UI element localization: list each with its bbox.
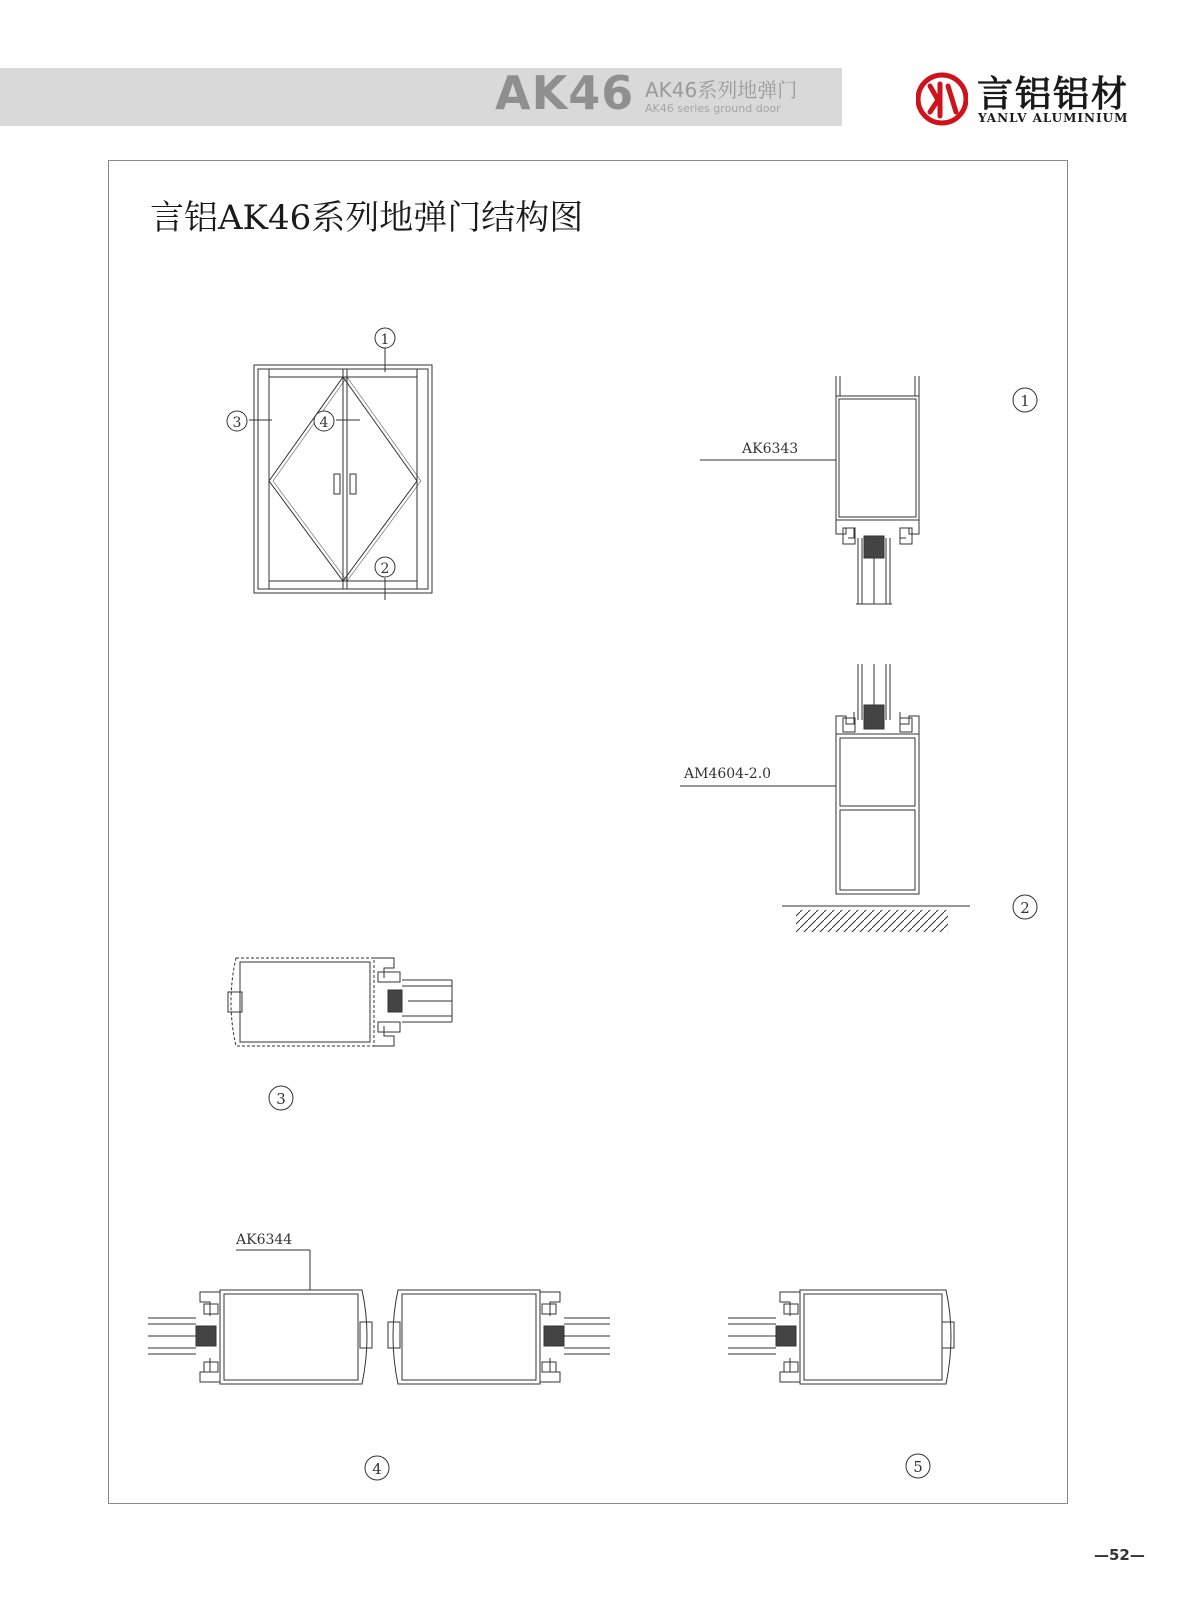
brand-name-cn: 言铝铝材 [977,74,1130,115]
page-title: 言铝AK46系列地弹门结构图 [150,198,584,238]
profile-label-meeting-stile: AK6344 [236,1232,293,1248]
callout-2-door: 2 [380,561,390,577]
brand-name-en: YANLV ALUMINIUM [978,111,1129,125]
series-name-cn: AK46系列地弹门 [645,78,798,102]
callout-2-section: 2 [1020,899,1030,917]
section-2-bottom-rail [680,664,970,932]
profile-label-top-frame: AK6343 [742,441,799,457]
callout-3-section: 3 [276,1090,286,1108]
section-4-meeting-stiles [148,1250,610,1384]
callout-4-section: 4 [372,1460,382,1478]
series-code: AK46 [495,66,635,120]
callout-5-section: 5 [913,1458,923,1476]
callout-1-door: 1 [380,332,390,348]
series-name-en: AK46 series ground door [645,102,781,115]
profile-label-bottom-rail: AM4604-2.0 [684,766,772,782]
section-5-side-stile [728,1290,954,1384]
door-elevation [249,348,432,600]
page-number: —52— [1094,1546,1145,1564]
callout-3-door: 3 [232,415,242,431]
callout-4-door: 4 [319,415,329,431]
callout-1-section: 1 [1020,392,1030,410]
section-1-top-frame [700,376,919,604]
section-3-side-frame [228,958,452,1046]
